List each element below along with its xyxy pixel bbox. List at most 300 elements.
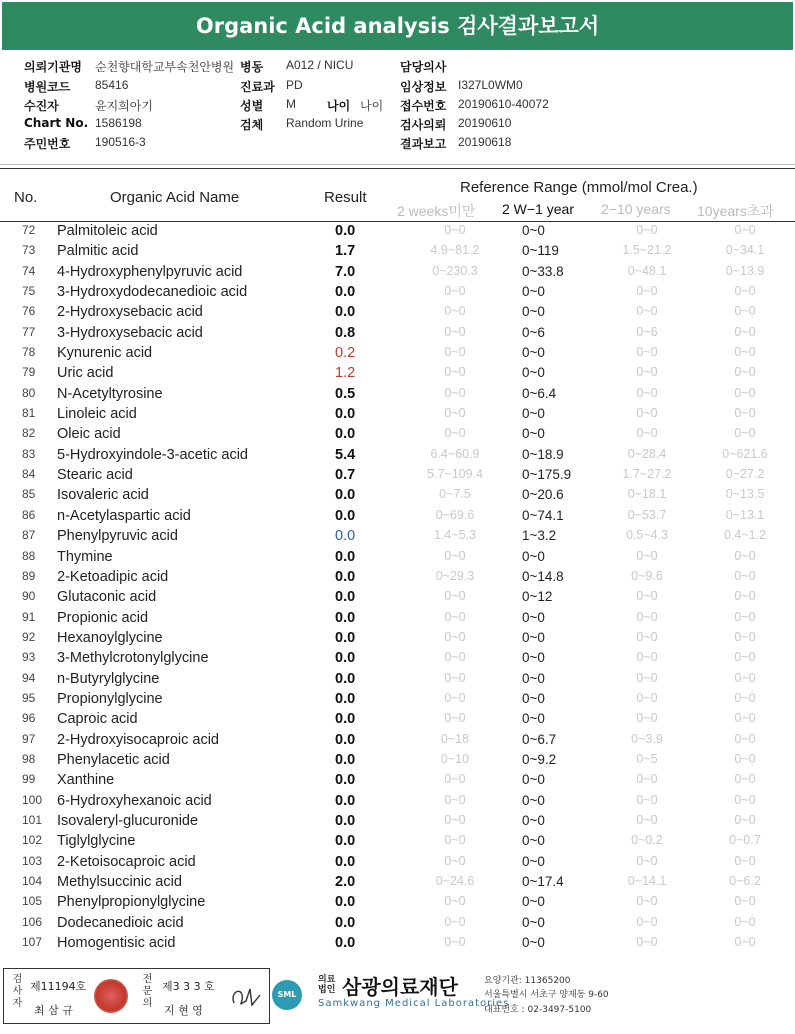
table-row [0,751,795,771]
ref-2w-1y: 0~0 [522,690,545,706]
row-no: 102 [22,833,43,848]
info-label: 임상정보 [400,80,447,94]
ref-10y-plus: 0~0 [734,406,756,421]
ref-10y-plus: 0~0 [734,568,756,583]
acid-name: Phenylpyruvic acid [57,528,178,545]
result-value: 0.0 [335,690,356,707]
row-no: 91 [22,609,36,624]
acid-name: Methylsuccinic acid [57,874,182,890]
ref-2-10y: 0~0 [636,365,658,380]
ref-2-10y: 0~18.1 [627,487,667,502]
org-code: 요양기관: 11365200 [484,976,571,986]
ref-2w-1y: 0~18.9 [522,446,564,462]
org-name: 삼광의료재단 [342,975,458,999]
info-value: 윤지희아기 [95,99,153,113]
ref-10y-plus: 0~0 [734,751,756,766]
ref-2-10y: 0~0 [636,304,658,319]
ref-2w-1y: 0~0 [522,914,545,930]
info-label: Chart No. [24,116,89,130]
table-row [0,405,795,425]
ref-2w-1y: 0~17.4 [522,874,564,889]
table-row [0,731,795,751]
result-value: 0.0 [335,914,356,931]
ref-col-header: 2 weeks미만 [397,203,476,219]
table-row [0,486,795,506]
ref-2-weeks: 5.7~109.4 [427,467,483,482]
ref-2-weeks: 0~24.6 [435,874,475,888]
ref-2-weeks: 0~0 [444,690,466,705]
table-row [0,588,795,608]
ref-2w-1y: 0~0 [522,670,545,686]
ref-10y-plus: 0~13.5 [725,487,765,502]
ref-2-weeks: 0~230.3 [432,263,478,278]
info-label: 담당의사 [400,60,447,74]
acid-name: Phenylacetic acid [57,751,170,768]
ref-2-10y: 0~0 [636,792,658,807]
info-label: 병동 [240,60,264,74]
acid-name: 6-Hydroxyhexanoic acid [57,792,212,809]
row-no: 106 [22,914,43,929]
row-no: 83 [22,446,36,461]
ref-2-10y: 0~0 [636,345,658,360]
ref-2w-1y: 0~0 [522,711,545,727]
ref-2w-1y: 0~0 [522,812,545,828]
ref-2w-1y: 0~12 [522,589,553,605]
result-value: 0.0 [335,548,356,565]
ref-2w-1y: 0~0 [522,792,545,808]
acid-name: Isovaleric acid [57,487,149,504]
info-label: 검사의뢰 [400,118,447,132]
ref-2-weeks: 0~0 [444,609,466,624]
ref-2w-1y: 0~6.4 [522,385,557,401]
row-no: 98 [22,751,36,766]
table-row [0,649,795,669]
ref-2-weeks: 0~29.3 [435,568,475,583]
ref-2w-1y: 0~14.8 [522,568,564,584]
ref-2-weeks: 0~10 [440,751,470,766]
result-value: 7.0 [335,263,356,280]
acid-name: 2-Hydroxyisocaproic acid [57,731,219,748]
table-row [0,242,795,262]
ref-10y-plus: 0~0 [734,548,756,563]
org-phone: 대표번호 : 02-3497-5100 [484,1005,592,1015]
ref-2w-1y: 0~0 [522,935,545,951]
ref-2-weeks: 0~0 [444,853,466,868]
table-row [0,670,795,690]
table-row [0,344,795,364]
ref-2-10y: 0~3.9 [631,731,663,746]
seal-icon [94,979,128,1013]
ref-10y-plus: 0~0 [734,223,756,237]
table-row [0,527,795,547]
ref-2-weeks: 0~0 [444,711,466,726]
ref-2-10y: 0~0 [636,853,658,868]
info-value: 190516-3 [95,135,146,149]
patient-info [0,52,795,165]
ref-10y-plus: 0~13.1 [725,507,765,522]
result-value: 0.0 [335,935,356,952]
result-value: 0.0 [335,853,356,870]
result-value: 0.0 [335,223,356,239]
row-no: 81 [22,406,36,421]
ref-2-weeks: 0~0 [444,935,466,950]
ref-2-weeks: 0~0 [444,365,466,380]
row-no: 84 [22,467,36,482]
ref-2-10y: 0~0 [636,670,658,685]
result-value: 0.8 [335,324,356,341]
ref-10y-plus: 0~27.2 [725,467,765,482]
ref-2w-1y: 0~0 [522,426,545,442]
info-value: 85416 [95,78,129,92]
ref-2-weeks: 0~0 [444,670,466,685]
col-no-header: No. [14,189,38,206]
row-no: 100 [22,792,43,807]
acid-name: 3-Hydroxydodecanedioic acid [57,284,248,301]
ref-2w-1y: 0~6.7 [522,731,557,747]
info-value: I327L0WM0 [458,78,523,92]
row-no: 93 [22,650,36,665]
ref-2w-1y: 0~0 [522,772,545,788]
acid-name: Propionylglycine [57,690,163,707]
row-no: 82 [22,426,36,441]
row-no: 101 [22,812,43,827]
table-row [0,771,795,791]
ref-2-weeks: 0~0 [444,284,466,299]
table-row [0,303,795,323]
row-no: 76 [22,304,36,319]
table-row [0,568,795,588]
ref-2w-1y: 0~0 [522,609,545,625]
acid-name: Linoleic acid [57,406,137,423]
result-value: 0.0 [335,284,356,301]
ref-2w-1y: 0~6 [522,324,545,340]
table-header [0,168,795,222]
inspector-no: 제11194호 [30,980,87,993]
ref-2-10y: 0~0 [636,894,658,909]
result-value: 0.0 [335,894,356,911]
row-no: 105 [22,894,43,909]
ref-2-10y: 0~0 [636,914,658,929]
ref-10y-plus: 0~0 [734,792,756,807]
row-no: 85 [22,487,36,502]
confirmer-label: 전문의 [140,973,151,1009]
result-value: 0.0 [335,731,356,748]
row-no: 107 [22,935,43,950]
ref-2-weeks: 6.4~60.9 [430,446,480,461]
ref-2-weeks: 0~0 [444,548,466,563]
acid-name: 3-Hydroxysebacic acid [57,324,203,341]
ref-2-10y: 0~5 [636,751,658,766]
ref-2-10y: 0~0 [636,711,658,726]
acid-name: Isovaleryl-glucuronide [57,812,199,829]
ref-2w-1y: 0~20.6 [522,487,564,503]
acid-name: Thymine [57,548,113,565]
table-row [0,710,795,730]
ref-2w-1y: 1~3.2 [522,528,557,544]
ref-10y-plus: 0~0 [734,385,756,400]
results-table [0,222,795,954]
acid-name: Propionic acid [57,609,149,626]
ref-2-10y: 0~6 [636,324,658,339]
ref-2-10y: 0~9.6 [631,568,663,583]
ref-2-weeks: 0~7.5 [439,487,471,502]
ref-2-10y: 0~0 [636,609,658,624]
ref-2-weeks: 0~0 [444,792,466,807]
acid-name: n-Acetylaspartic acid [57,507,191,524]
row-no: 104 [22,874,43,888]
row-no: 95 [22,690,36,705]
ref-10y-plus: 0~0 [734,345,756,360]
ref-10y-plus: 0~0 [734,914,756,929]
sml-logo-icon: SML [272,980,302,1010]
ref-2w-1y: 0~0 [522,365,545,381]
ref-2-weeks: 0~69.6 [435,507,475,522]
ref-2-10y: 0~0 [636,690,658,705]
ref-2-weeks: 0~0 [444,812,466,827]
info-value: 20190610-40072 [458,97,549,111]
acid-name: Tiglylglycine [57,833,136,850]
ref-2-weeks: 0~18 [440,731,470,746]
ref-10y-plus: 0~0 [734,324,756,339]
acid-name: 4-Hydroxyphenylpyruvic acid [57,263,243,280]
table-row [0,832,795,852]
table-row [0,425,795,445]
table-row [0,934,795,954]
ref-2-weeks: 0~0 [444,345,466,360]
result-value: 5.4 [335,446,356,463]
table-row [0,690,795,710]
ref-2-10y: 0~0 [636,589,658,604]
ref-2-weeks: 0~0 [444,914,466,929]
org-type: 의료법인 [318,975,336,995]
table-row [0,792,795,812]
col-result-header: Result [324,189,367,206]
info-label: 결과보고 [400,137,447,151]
ref-2-weeks: 4.9~81.2 [430,243,480,258]
ref-2w-1y: 0~175.9 [522,467,572,483]
acid-name: n-Butyrylglycine [57,670,160,687]
info-value: 1586198 [95,116,142,130]
table-row [0,466,795,486]
row-no: 92 [22,629,36,644]
acid-name: Palmitic acid [57,243,139,260]
ref-2-10y: 0~0.2 [631,833,663,848]
acid-name: 5-Hydroxyindole-3-acetic acid [57,446,248,463]
ref-10y-plus: 0~0 [734,711,756,726]
info-value: M [286,97,296,111]
acid-name: Xanthine [57,772,115,789]
table-row [0,893,795,913]
ref-10y-plus: 0~13.9 [725,263,765,278]
ref-10y-plus: 0~621.6 [722,446,768,461]
ref-10y-plus: 0~0 [734,629,756,644]
row-no: 72 [22,223,36,237]
result-value: 0.5 [335,385,356,402]
acid-name: 2-Ketoadipic acid [57,568,169,585]
info-label: 검체 [240,118,264,132]
table-row [0,609,795,629]
row-no: 78 [22,345,36,360]
ref-10y-plus: 0~34.1 [725,243,765,258]
ref-2-weeks: 0~0 [444,650,466,665]
ref-10y-plus: 0.4~1.2 [723,528,767,543]
ref-10y-plus: 0~0 [734,772,756,787]
result-value: 0.0 [335,304,356,321]
org-english: Samkwang Medical Laboratories [318,998,510,1009]
info-value: PD [286,78,303,92]
result-value: 2.0 [335,874,356,890]
result-value: 0.0 [335,568,356,585]
ref-2w-1y: 0~0 [522,833,545,849]
ref-2w-1y: 0~9.2 [522,751,557,767]
acid-name: Kynurenic acid [57,345,153,362]
row-no: 88 [22,548,36,563]
ref-2-10y: 0~0 [636,548,658,563]
ref-2-weeks: 0~0 [444,772,466,787]
acid-name: Glutaconic acid [57,589,157,606]
result-value: 0.0 [335,650,356,667]
ref-2-weeks: 0~0 [444,426,466,441]
row-no: 73 [22,243,36,258]
ref-2-weeks: 0~0 [444,629,466,644]
info-label: 주민번호 [24,137,71,151]
ref-2w-1y: 0~0 [522,223,545,238]
result-value: 0.0 [335,812,356,829]
acid-name: Palmitoleic acid [57,223,158,239]
table-row [0,324,795,344]
result-value: 0.0 [335,406,356,423]
table-row [0,222,795,242]
row-no: 80 [22,385,36,400]
info-value: Random Urine [286,116,364,130]
result-value: 0.0 [335,772,356,789]
row-no: 103 [22,853,43,868]
row-no: 90 [22,589,36,604]
result-value: 0.0 [335,629,356,646]
table-row [0,283,795,303]
acid-name: Oleic acid [57,426,121,443]
ref-2-10y: 1.5~21.2 [622,243,672,258]
ref-2w-1y: 0~0 [522,406,545,422]
info-label: 수진자 [24,99,59,113]
row-no: 75 [22,284,36,299]
row-no: 77 [22,324,36,339]
col-name-header: Organic Acid Name [110,189,240,206]
acid-name: N-Acetyltyrosine [57,385,163,402]
ref-2w-1y: 0~119 [522,243,559,259]
info-label: 의뢰기관명 [24,60,82,74]
ref-2-10y: 0~0 [636,385,658,400]
info-label: 성별 [240,99,264,113]
ref-2w-1y: 0~0 [522,853,545,869]
acid-name: Stearic acid [57,467,133,484]
ref-10y-plus: 0~0 [734,812,756,827]
acid-name: Homogentisic acid [57,935,176,952]
table-row [0,548,795,568]
row-no: 99 [22,772,36,787]
ref-2w-1y: 0~0 [522,894,545,910]
ref-2-10y: 0~0 [636,772,658,787]
ref-2-weeks: 0~0 [444,324,466,339]
ref-10y-plus: 0~0 [734,589,756,604]
info-value: A012 / NICU [286,58,354,72]
ref-10y-plus: 0~0 [734,650,756,665]
result-value: 0.0 [335,670,356,687]
ref-2-10y: 0~53.7 [627,507,667,522]
info-value: 20190610 [458,116,512,130]
report-footer [0,965,795,1034]
row-no: 79 [22,365,36,380]
ref-2-10y: 1.7~27.2 [622,467,672,482]
age-value: 나이 [360,99,384,113]
confirmer-name: 지 현 영 [164,1004,203,1017]
info-label: 병원코드 [24,80,71,94]
acid-name: Caproic acid [57,711,138,728]
age-label: 나이 [327,99,351,113]
row-no: 74 [22,263,36,278]
ref-2-weeks: 0~0 [444,406,466,421]
ref-10y-plus: 0~0 [734,690,756,705]
ref-10y-plus: 0~0 [734,670,756,685]
acid-name: Hexanoylglycine [57,629,163,646]
ref-10y-plus: 0~0 [734,935,756,950]
ref-2-10y: 0~28.4 [627,446,667,461]
result-value: 0.0 [335,507,356,524]
col-ref-header: Reference Range (mmol/mol Crea.) [460,179,698,196]
ref-2-weeks: 0~0 [444,304,466,319]
ref-2w-1y: 0~0 [522,650,545,666]
signature-box [3,968,270,1024]
ref-2-10y: 0~0 [636,812,658,827]
ref-2-10y: 0~0 [636,406,658,421]
ref-10y-plus: 0~0 [734,894,756,909]
ref-2w-1y: 0~0 [522,304,545,320]
row-no: 89 [22,568,36,583]
table-row [0,914,795,934]
table-row [0,385,795,405]
result-value: 0.0 [335,528,356,545]
table-row [0,812,795,832]
table-row [0,364,795,384]
info-label: 진료과 [240,80,275,94]
ref-2-weeks: 0~0 [444,589,466,604]
inspector-name: 최 삼 규 [34,1004,73,1017]
ref-2-weeks: 0~0 [444,223,466,237]
info-value: 20190618 [458,135,512,149]
result-value: 1.7 [335,243,356,260]
result-value: 0.0 [335,711,356,728]
ref-10y-plus: 0~0 [734,284,756,299]
ref-2-weeks: 0~0 [444,385,466,400]
result-value: 0.0 [335,792,356,809]
table-row [0,853,795,873]
ref-2-10y: 0~0 [636,650,658,665]
ref-2-weeks: 0~0 [444,894,466,909]
table-row [0,446,795,466]
table-row [0,629,795,649]
ref-2w-1y: 0~74.1 [522,507,564,523]
acid-name: Phenylpropionylglycine [57,894,206,911]
confirmer-no: 제3 3 3 호 [162,980,215,993]
ref-2w-1y: 0~0 [522,629,545,645]
result-value: 0.7 [335,467,356,484]
ref-2-10y: 0~0 [636,223,658,237]
ref-col-header: 2−10 years [601,201,671,217]
ref-col-header: 10years초과 [697,203,774,219]
org-address: 서울특별시 서초구 양재동 9-60 [484,990,609,1000]
ref-10y-plus: 0~6.2 [729,874,761,888]
ref-10y-plus: 0~0 [734,731,756,746]
